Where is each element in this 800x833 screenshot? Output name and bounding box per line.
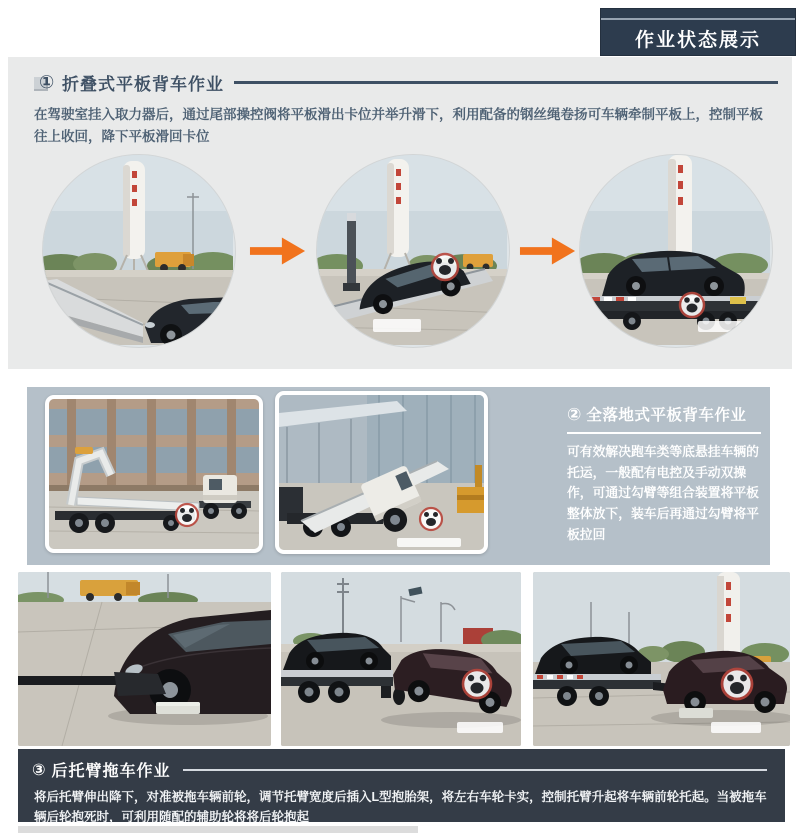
step2-photo [316, 154, 510, 348]
fulldrop-illustration-1 [49, 399, 259, 549]
towarm-illustration-3 [533, 572, 790, 746]
arrow-right-icon [519, 234, 577, 268]
arrow-right-icon [249, 234, 307, 268]
section2-title-rule [567, 432, 761, 434]
section1-number: ① [39, 71, 55, 92]
bottom-strip [18, 826, 418, 833]
brand-watermark-logo [420, 508, 442, 530]
step3-illustration [580, 155, 770, 345]
section2-text-column [567, 403, 761, 546]
section2-number: ② [567, 405, 582, 424]
towarm-illustration-2 [281, 572, 521, 746]
section-rear-tow-arm [18, 749, 785, 822]
brand-watermark-logo [176, 504, 198, 526]
section1-title: 折叠式平板背车作业 [62, 75, 224, 94]
blur-patch [397, 538, 461, 547]
step3-photo [579, 154, 773, 348]
section1-description: 在驾驶室挂入取力器后，通过尾部操控阀将平板滑出卡位并举升滑下，利用配备的钢丝绳卷扬可车辆牵制平板上，控制平板往上收回，降下平板滑回卡位 [34, 107, 763, 145]
blur-patch [457, 722, 503, 733]
fulldrop-illustration-2 [279, 395, 484, 550]
brand-watermark-logo [432, 254, 458, 280]
page-title: 作业状态展示 [634, 30, 761, 51]
brand-watermark-logo [463, 670, 491, 698]
step2-illustration [317, 155, 507, 345]
section3-number: ③ [32, 761, 46, 779]
section3-title: 后托臂拖车作业 [51, 763, 171, 780]
section3-description: 将后托臂伸出降下，对准被拖车辆前轮，调节托臂宽度后插入L型抱胎架，将左右车轮卡实，控制托臂升起将车辆前轮托起。当被拖车辆后轮抱死时，可利用随配的辅助轮将将后轮抱起 [34, 790, 767, 824]
blur-patch [373, 319, 421, 332]
blur-patch [698, 321, 742, 332]
brand-watermark-logo [722, 669, 752, 699]
step1-photo [42, 154, 236, 348]
fulldrop-photo-loaded-cab [275, 391, 488, 554]
fulldrop-photo-empty-bed [45, 395, 263, 553]
section1-title-rule [234, 81, 778, 84]
brand-watermark-logo [680, 293, 704, 317]
section1-title-row [8, 57, 792, 95]
section-fulldrop-flatbed [27, 387, 770, 565]
section3-title-rule [183, 769, 767, 771]
section2-title: 全落地式平板背车作业 [586, 407, 747, 424]
section1-number-badge [34, 72, 58, 94]
section2-title-row [567, 403, 761, 425]
section2-description: 可有效解决跑车类等底悬挂车辆的托运，一般配有电控及手动双操作，可通过勾臂等组合装置将平板整体放下，装车后再通过勾臂将平板拉回 [567, 444, 759, 542]
towarm-illustration-1 [18, 572, 271, 746]
silo-tower [668, 155, 692, 265]
towarm-photo-wheel-lift [18, 572, 271, 746]
towarm-photo-towing-rear [281, 572, 521, 746]
header-divider [601, 18, 795, 20]
step1-illustration [43, 155, 233, 345]
wheel-chock [156, 702, 200, 714]
towarm-photo-towing-side [533, 572, 790, 746]
section-folding-flatbed [8, 57, 792, 369]
page-header [601, 9, 795, 55]
section3-title-row [32, 758, 771, 781]
blur-patch [711, 722, 761, 733]
